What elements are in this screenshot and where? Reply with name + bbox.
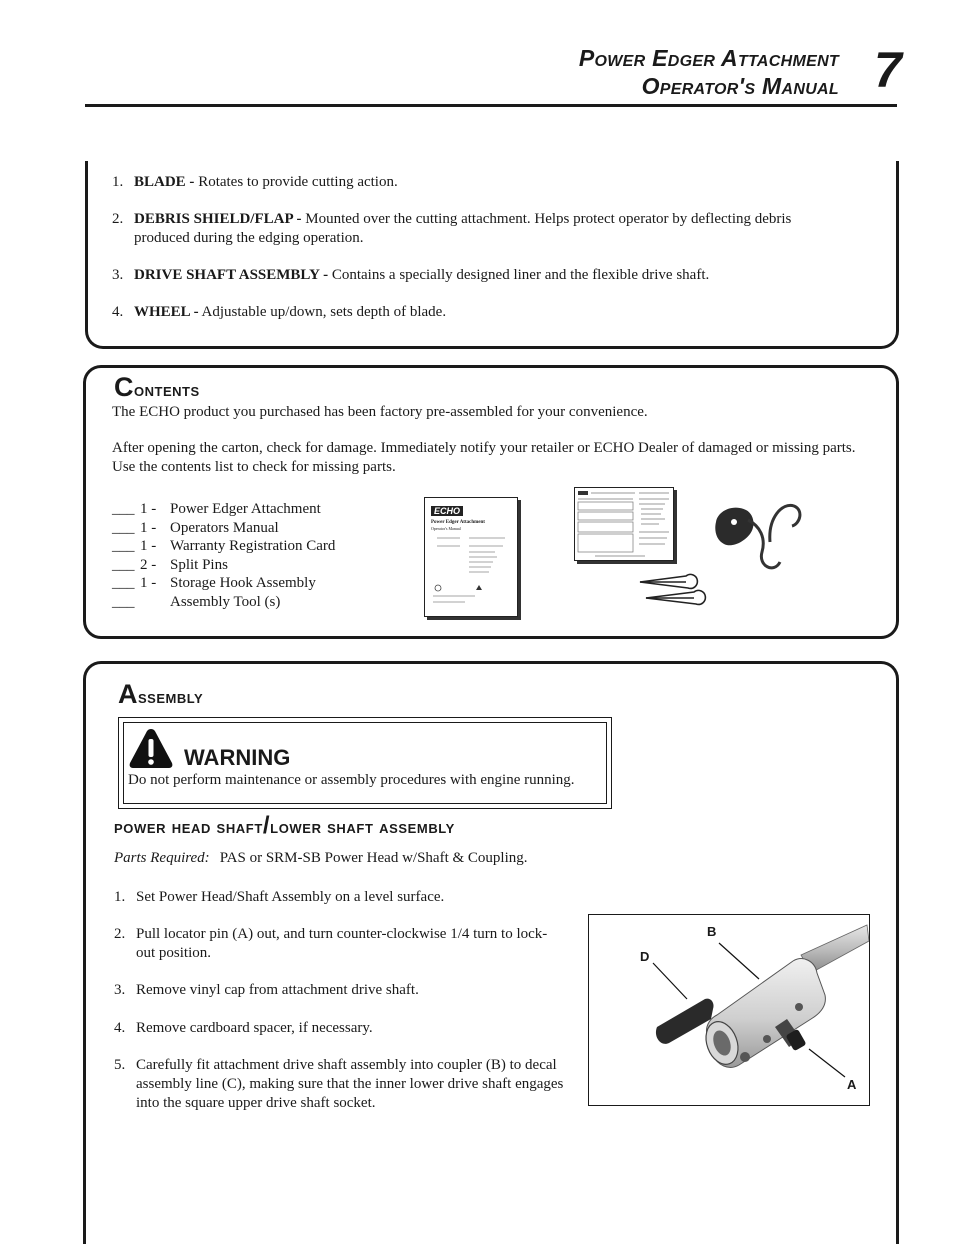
step-text: Remove vinyl cap from attachment drive shaft. (136, 982, 419, 998)
item-name: Operators Manual (170, 519, 279, 536)
list-item (112, 519, 335, 538)
list-item (112, 556, 335, 575)
list-item (114, 1019, 574, 1038)
heading-initial: C (114, 372, 134, 402)
item-number: 3. (112, 267, 124, 283)
list-item (112, 500, 335, 519)
check-blank: ___ (112, 556, 135, 573)
assembly-heading (118, 679, 203, 710)
component-item (112, 173, 872, 192)
item-desc: Adjustable up/down, sets depth of blade. (198, 304, 447, 320)
item-qty: 1 - (140, 501, 157, 517)
item-term: WHEEL - (134, 304, 199, 320)
check-blank: ___ (112, 538, 135, 555)
coupler-illustration (589, 915, 869, 1105)
heading-rest: ssembly (138, 687, 204, 708)
contents-instructions: After opening the carton, check for damage. Immediately notify your retailer or ECHO Dealer of damaged or missing parts. Use the contents list to check for missing parts. (112, 440, 856, 475)
list-item (112, 574, 335, 593)
label-a: A (847, 1077, 857, 1092)
check-blank: ___ (112, 519, 135, 536)
item-term: DEBRIS SHIELD/FLAP - (134, 211, 302, 227)
item-qty: 2 - (140, 556, 157, 573)
subheading-part-a: power head shaft (114, 817, 263, 837)
contents-heading (114, 372, 200, 403)
parts-value: PAS or SRM-SB Power Head w/Shaft & Coupling. (219, 850, 528, 866)
section-subheading (114, 812, 455, 840)
list-item (114, 981, 574, 1000)
warning-text: Do not perform maintenance or assembly procedures with engine running. (128, 772, 575, 788)
manual-cover-subtitle: Operator's Manual (431, 526, 461, 531)
item-number: 1. (112, 174, 124, 190)
list-item (112, 593, 335, 612)
component-item (112, 266, 872, 285)
item-number: 2. (112, 211, 124, 227)
item-term: BLADE - (134, 174, 195, 190)
warning-icon (128, 727, 174, 769)
item-desc: Rotates to provide cutting action. (194, 174, 398, 190)
list-item (114, 888, 574, 907)
item-name: Power Edger Attachment (170, 501, 321, 517)
item-qty: 1 - (140, 575, 157, 592)
contents-intro: The ECHO product you purchased has been factory pre-assembled for your convenience. (112, 404, 648, 420)
item-name: Split Pins (170, 556, 228, 573)
heading-rest: ontents (134, 380, 200, 401)
subheading-part-b: lower shaft assembly (270, 817, 455, 837)
split-pins-image (636, 570, 712, 610)
step-text: Remove cardboard spacer, if necessary. (136, 1020, 373, 1036)
subheading-slash: / (262, 812, 271, 839)
coupler-photo (588, 914, 870, 1106)
step-text: Pull locator pin (A) out, and turn counter-clockwise 1/4 turn to lock-out position. (136, 926, 548, 961)
label-d: D (640, 949, 650, 964)
header-title-line1: Power Edger Attachment (578, 45, 839, 71)
item-desc: Mounted over the cutting attachment. Helps protect operator by deflecting debris produced during the edging operation. (134, 211, 792, 246)
item-name: Warranty Registration Card (170, 538, 336, 555)
warranty-card-image (574, 487, 674, 561)
item-qty: 1 - (140, 538, 157, 555)
operators-manual-image (424, 497, 518, 617)
manual-cover-title: Power Edger Attachment (431, 520, 485, 525)
item-number: 4. (112, 304, 124, 320)
warranty-card-lines (575, 488, 673, 560)
component-item (112, 210, 872, 248)
step-number: 5. (114, 1057, 126, 1073)
label-b: B (707, 924, 717, 939)
check-blank: ___ (112, 593, 135, 610)
warning-title: WARNING (184, 745, 291, 770)
item-name: Storage Hook Assembly (170, 575, 316, 592)
step-text: Set Power Head/Shaft Assembly on a level surface. (136, 889, 445, 905)
storage-hook-image (710, 498, 806, 576)
manual-cover-lines (425, 498, 517, 616)
list-item (114, 925, 574, 963)
step-number: 2. (114, 926, 126, 942)
step-number: 4. (114, 1020, 126, 1036)
list-item (112, 537, 335, 556)
page-number: 7 (874, 42, 902, 98)
step-number: 3. (114, 982, 126, 998)
echo-logo: ECHO (431, 506, 463, 516)
contents-list (112, 500, 335, 612)
check-blank: ___ (112, 501, 135, 517)
item-desc: Contains a specially designed liner and the flexible drive shaft. (328, 267, 710, 283)
item-name: Assembly Tool (s) (170, 593, 281, 610)
heading-initial: A (118, 679, 138, 709)
item-qty: 1 - (140, 519, 157, 536)
header-rule (85, 104, 897, 107)
header-title-line2: Operator's Manual (641, 73, 839, 99)
page-header-title (579, 44, 839, 100)
parts-label: Parts Required: (114, 850, 210, 866)
list-item (114, 1056, 574, 1113)
component-item (112, 303, 872, 322)
parts-required (114, 850, 528, 867)
check-blank: ___ (112, 575, 135, 592)
item-term: DRIVE SHAFT ASSEMBLY - (134, 267, 329, 283)
step-number: 1. (114, 889, 126, 905)
step-text: Carefully fit attachment drive shaft assembly into coupler (B) to decal assembly line (C), making sure that the inner lower drive shaft engages into the square upper drive shaft socket. (136, 1057, 564, 1111)
